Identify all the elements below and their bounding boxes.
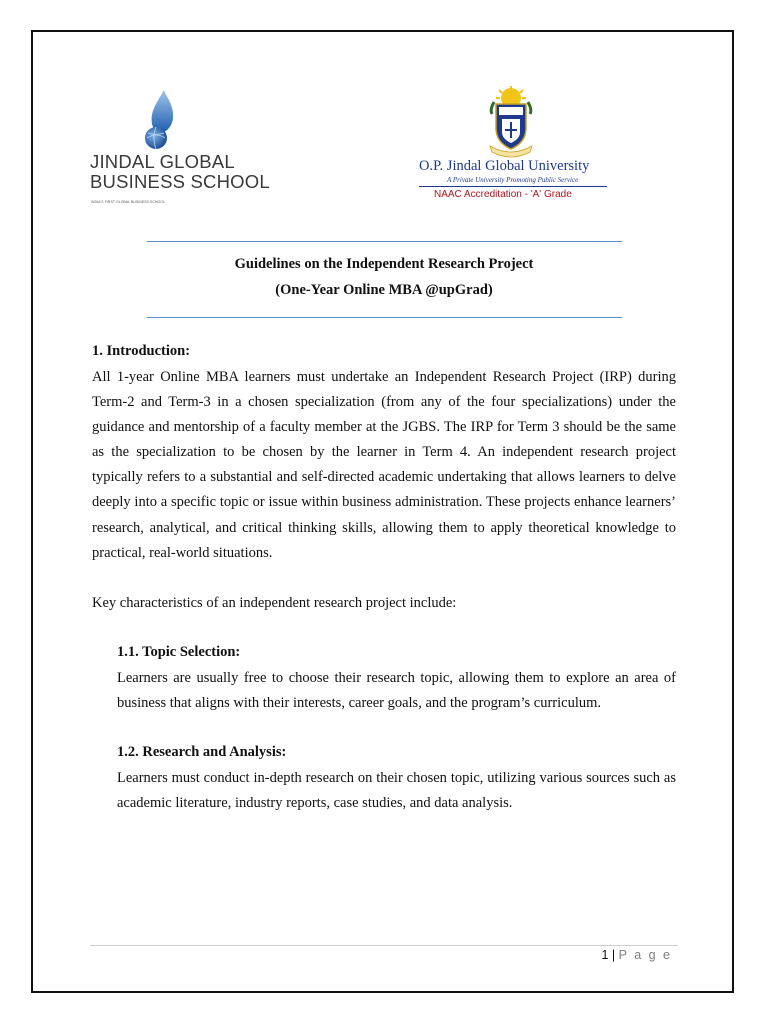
jgbs-tagline: INDIA'S FIRST GLOBAL BUSINESS SCHOOL [91, 200, 165, 204]
document-title: Guidelines on the Independent Research Project [234, 256, 534, 272]
jgbs-drop-globe-icon [142, 88, 182, 152]
footer-rule [90, 945, 678, 946]
jgbs-name [90, 151, 270, 192]
page-label: P a g e [618, 948, 672, 962]
footer-separator: | [611, 948, 616, 962]
title-bottom-rule [147, 317, 622, 318]
subsection-heading-research-analysis: 1.2. Research and Analysis: [117, 744, 287, 760]
page-number: 1 [601, 948, 609, 962]
university-name: O.P. Jindal Global University [419, 158, 590, 174]
naac-accreditation: NAAC Accreditation - 'A' Grade [434, 189, 572, 200]
university-subtitle: A Private University Promoting Public Service [447, 176, 579, 184]
university-crest-icon [486, 86, 536, 158]
subsection-text-topic-selection: Learners are usually free to choose their research topic, allowing them to explore an area of business that aligns with their interests, career goals, and the program’s curriculum. [117, 670, 676, 712]
jgbs-logo [90, 88, 270, 210]
page-footer [601, 948, 672, 962]
introduction-paragraph: All 1-year Online MBA learners must undertake an Independent Research Project (IRP) during Term-2 and Term-3 in a chosen specialization (from any of the four specializations) under the guidance and mentorship of a faculty member at the JGBS. The IRP for Term 3 should be the same as the specialization to be chosen by the learner in Term 4. An independent research project typically refers to a substantial and self-directed academic undertaking that allows learners to delve deeply into a specific topic or issue within business administration. These projects enhance learners’ research, analytical, and critical thinking skills, allowing them to apply theoretical knowledge to practical, real-world situations. [92, 369, 676, 561]
subsection-text-research-analysis: Learners must conduct in-depth research on their chosen topic, utilizing various sources such as academic literature, industry reports, case studies, and data analysis. [117, 770, 676, 812]
section-heading-introduction: 1. Introduction: [92, 343, 191, 359]
subsection-heading-topic-selection: 1.1. Topic Selection: [117, 644, 241, 660]
document-subtitle: (One-Year Online MBA @upGrad) [275, 282, 493, 298]
title-top-rule [147, 241, 622, 242]
logo-divider [419, 186, 607, 187]
opjgu-logo [414, 86, 610, 206]
jgbs-name-line1: JINDAL GLOBAL [90, 151, 235, 172]
jgbs-name-line2: BUSINESS SCHOOL [90, 171, 270, 192]
key-characteristics-intro: Key characteristics of an independent research project include: [92, 595, 457, 611]
